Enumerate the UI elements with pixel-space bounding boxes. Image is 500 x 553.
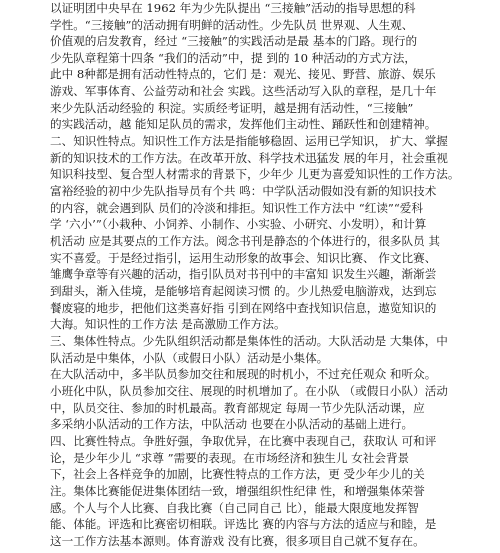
text-line: 这一工作方法基本源则。体育游戏 没有比赛，很多项目自己就不复存在。 [50,534,425,548]
text-line: 大海。知识性的工作方法 是高激励工作方法。 [50,317,286,331]
text-line: 富裕经验的初中少先队指导员有个共 鸣：中学队活动假如没有新的知识技术 [50,184,437,198]
text-line: 中，队员交往、参加的时机最高。教育部规定 每周一节少先队活动课，应 [50,401,425,415]
text-line: 少先队章程第十四条 “我们的活动”中，提 到的 10 种活动的方式方法， [50,51,416,65]
text-line: 游戏、军事体育、公益劳动和社会 实践。这些活动写入队的章程，是几十年 [50,84,437,98]
text-line: 来少先队活动经验的 积淀。实质经考证明，越是拥有活动性，“三接触” [50,101,414,115]
text-line: 知识科技型、复合型人材需求的背景下，少年少 儿更为喜爱知识性的工作方法。 [50,167,460,181]
text-line: 感。个人与个人比赛、自我比赛（自己同自己 比），能最大限度地发挥智 [50,501,419,515]
text-line: 能、体能。评选和比赛密切相联。评选比 赛的内容与方法的适应与和睦，是 [50,517,437,531]
text-line: 学性。“三接触”的活动拥有明鲜的活动性。少先队员 世界观、人生观、 [50,18,414,32]
text-line: 到甜头，渐入佳境，是能够培育起阅读习惯 的。少儿热爱电脑游戏，达到忘 [50,284,437,298]
text-line: 在大队活动中，多半队员参加交往和展现的时机小，不过充任观众 和听众。 [50,367,437,381]
text-line: 以证明团中央早在 1962 年为少先队提出 “三接触”活动的指导思想的科 [50,1,416,15]
text-line: 餐废寝的地步，把他们这类喜好指 引到在网络中查找知识信息，遨览知识的 [50,301,437,315]
text-line: 学 ‘六小’”（小栽种、小饲养、小制作、小实验、小研究、小发明），和计算 [50,217,427,231]
text-line: 机活动 应是其要点的工作方法。阅念书刊是静态的个体进行的，很多队员 其 [50,234,440,248]
text-line: 二、知识性特点。知识性工作方法是指能够稳固、运用已学知识， 扩大、掌握 [50,134,448,148]
text-line: 实不喜爱。于是经过指引，运用生动形象的故事会、知识比赛、 作文比赛、 [50,251,437,265]
text-line: 小班化中队，队员参加交往、展现的时机增加了。在小队 （或假日小队）活动 [50,384,448,398]
text-line: 新的知识技术的工作方法。在改革开放、科学技术迅猛发 展的年月，社会重视 [50,151,448,165]
text-line: 注。集体比赛能促进集体团结一致，增强组织性纪律 性，和增强集体荣誉 [50,484,425,498]
text-line: 价值观的启发教育，经过 “三接触”的实践活动是最 基本的门路。现行的 [50,34,418,48]
text-line: 此中 8种都是拥有活动性特点的，它们 是：观光、接见、野营、旅游、娱乐 [50,67,436,81]
text-line: 论，是少年少儿 “求尊 ”需要的表现。在市场经济和独生儿 女社会背景 [50,451,410,465]
text-line: 雏鹰争章等有兴趣的活动，指引队员对书刊中的丰富知 识发生兴趣，渐渐尝 [50,267,437,281]
text-line: 队活动是中集体，小队（或假日小队）活动是小集体。 [50,351,329,365]
text-line: 的内容，就会遇到队 员们的冷淡和排拒。知识性工作方法中 “红读”“爱科 [50,201,423,215]
text-line: 下，社会上各样竞争的加剧，比赛性特点的工作方法，更 受少年少儿的关 [50,467,425,481]
text-line: 的实践活动，越 能知足队员的需求，发挥他们主动性、踊跃性和创建精神。 [50,117,437,131]
text-line: 多采纳小队活动的工作方法，中队活动 也要在小队活动的基础上进行。 [50,417,414,431]
text-line: 三、集体性特点。少先队组织活动都是集体性的活动。大队活动是 大集体，中 [50,334,448,348]
text-line: 四、比赛性特点。争胜好强，争取优异，在比赛中表现自己，获取认 可和评 [50,434,437,448]
